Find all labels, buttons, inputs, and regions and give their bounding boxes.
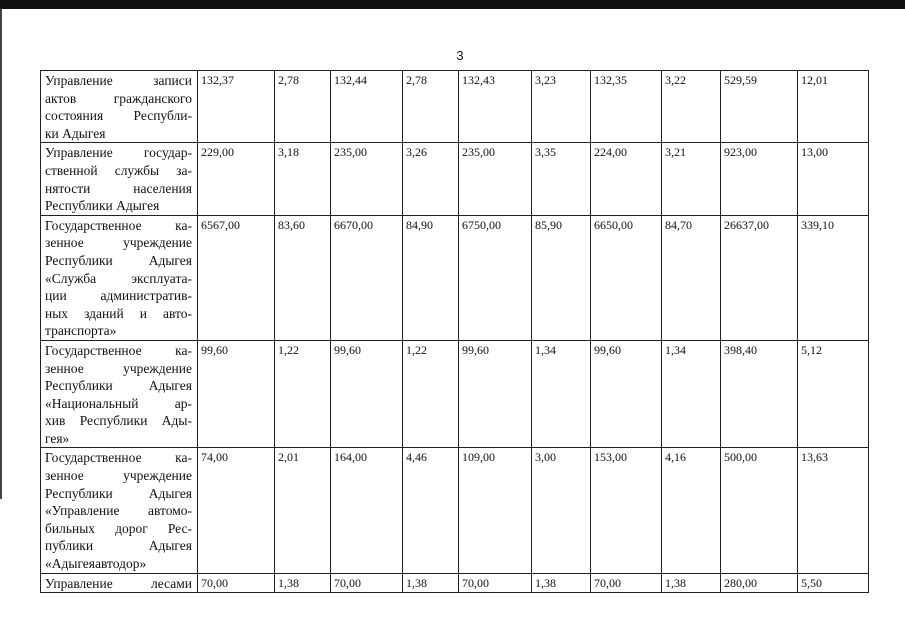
value-cell: 3,18 bbox=[275, 143, 331, 215]
scan-top-border bbox=[0, 0, 905, 9]
organization-name-line: «Управление автомо- bbox=[45, 503, 192, 519]
value-cell: 153,00 bbox=[591, 448, 662, 573]
organization-name-line: «Адыгеяавтодор» bbox=[45, 556, 147, 572]
value-cell: 4,16 bbox=[662, 448, 721, 573]
value-cell: 6670,00 bbox=[331, 215, 403, 340]
organization-name-line: ственной службы за- bbox=[45, 162, 192, 178]
organization-name-cell bbox=[41, 71, 198, 143]
organization-name-line: актов гражданского bbox=[45, 90, 192, 106]
organization-name-cell bbox=[41, 215, 198, 340]
value-cell: 13,63 bbox=[798, 448, 869, 573]
value-cell: 229,00 bbox=[198, 143, 275, 215]
value-cell: 132,35 bbox=[591, 71, 662, 143]
organization-name-line: хив Республики Ады- bbox=[45, 413, 192, 429]
value-cell: 99,60 bbox=[459, 340, 532, 448]
table-row bbox=[41, 448, 869, 573]
organization-name-line: нятости населения bbox=[45, 180, 192, 196]
value-cell: 99,60 bbox=[198, 340, 275, 448]
value-cell: 923,00 bbox=[721, 143, 798, 215]
organization-name-line: Управление записи bbox=[45, 73, 192, 88]
value-cell: 5,50 bbox=[798, 573, 869, 593]
organization-name-line: ных зданий и авто- bbox=[45, 305, 192, 321]
value-cell: 132,37 bbox=[198, 71, 275, 143]
value-cell: 3,22 bbox=[662, 71, 721, 143]
value-cell: 1,22 bbox=[275, 340, 331, 448]
value-cell: 70,00 bbox=[198, 573, 275, 593]
value-cell: 99,60 bbox=[331, 340, 403, 448]
value-cell: 99,60 bbox=[591, 340, 662, 448]
organization-name-line: Государственное ка- bbox=[45, 450, 192, 466]
value-cell: 1,38 bbox=[532, 573, 591, 593]
value-cell: 3,35 bbox=[532, 143, 591, 215]
organization-name-line: публики Адыгея bbox=[45, 538, 192, 554]
organization-name-line: Государственное ка- bbox=[45, 342, 192, 358]
value-cell: 74,00 bbox=[198, 448, 275, 573]
value-cell: 70,00 bbox=[331, 573, 403, 593]
value-cell: 398,40 bbox=[721, 340, 798, 448]
value-cell: 1,38 bbox=[403, 573, 459, 593]
organization-name-line: «Служба эксплуата- bbox=[45, 270, 192, 286]
organization-name-line: «Национальный ар- bbox=[45, 395, 192, 411]
organization-name-cell bbox=[41, 448, 198, 573]
budget-table bbox=[40, 70, 869, 593]
organization-name-line: Государственное ка- bbox=[45, 217, 192, 233]
table-row bbox=[41, 71, 869, 143]
organization-name-line: Управление лесами bbox=[45, 575, 192, 591]
value-cell: 70,00 bbox=[459, 573, 532, 593]
value-cell: 1,34 bbox=[662, 340, 721, 448]
organization-name-line: Республики Адыгея bbox=[45, 252, 192, 268]
organization-name-line: Управление государ- bbox=[45, 145, 192, 161]
organization-name-line: Республики Адыгея bbox=[45, 198, 160, 214]
value-cell: 132,44 bbox=[331, 71, 403, 143]
organization-name-line: зенное учреждение bbox=[45, 235, 192, 251]
value-cell: 280,00 bbox=[721, 573, 798, 593]
organization-name-line: гея» bbox=[45, 430, 70, 446]
value-cell: 4,46 bbox=[403, 448, 459, 573]
value-cell: 13,00 bbox=[798, 143, 869, 215]
value-cell: 109,00 bbox=[459, 448, 532, 573]
value-cell: 5,12 bbox=[798, 340, 869, 448]
organization-name-line: ки Адыгея bbox=[45, 125, 106, 141]
organization-name-line: зенное учреждение bbox=[45, 468, 192, 484]
value-cell: 83,60 bbox=[275, 215, 331, 340]
value-cell: 12,01 bbox=[798, 71, 869, 143]
value-cell: 2,78 bbox=[403, 71, 459, 143]
value-cell: 3,26 bbox=[403, 143, 459, 215]
organization-name-cell bbox=[41, 143, 198, 215]
value-cell: 2,78 bbox=[275, 71, 331, 143]
value-cell: 339,10 bbox=[798, 215, 869, 340]
value-cell: 164,00 bbox=[331, 448, 403, 573]
value-cell: 1,34 bbox=[532, 340, 591, 448]
value-cell: 3,00 bbox=[532, 448, 591, 573]
value-cell: 70,00 bbox=[591, 573, 662, 593]
value-cell: 84,70 bbox=[662, 215, 721, 340]
value-cell: 224,00 bbox=[591, 143, 662, 215]
organization-name-line: зенное учреждение bbox=[45, 360, 192, 376]
value-cell: 3,21 bbox=[662, 143, 721, 215]
organization-name-cell bbox=[41, 573, 198, 593]
organization-name-line: Республики Адыгея bbox=[45, 485, 192, 501]
value-cell: 3,23 bbox=[532, 71, 591, 143]
organization-name-line: ции административ- bbox=[45, 288, 192, 304]
organization-name-line: бильных дорог Рес- bbox=[45, 520, 192, 536]
value-cell: 84,90 bbox=[403, 215, 459, 340]
organization-name-line: транспорта» bbox=[45, 323, 117, 339]
value-cell: 132,43 bbox=[459, 71, 532, 143]
organization-name-cell bbox=[41, 340, 198, 448]
value-cell: 235,00 bbox=[459, 143, 532, 215]
organization-name-line: Республики Адыгея bbox=[45, 378, 192, 394]
scan-left-edge bbox=[0, 9, 2, 499]
value-cell: 1,38 bbox=[275, 573, 331, 593]
value-cell: 6750,00 bbox=[459, 215, 532, 340]
value-cell: 1,38 bbox=[662, 573, 721, 593]
table-row bbox=[41, 340, 869, 448]
value-cell: 6650,00 bbox=[591, 215, 662, 340]
value-cell: 85,90 bbox=[532, 215, 591, 340]
value-cell: 6567,00 bbox=[198, 215, 275, 340]
value-cell: 1,22 bbox=[403, 340, 459, 448]
value-cell: 500,00 bbox=[721, 448, 798, 573]
table-row bbox=[41, 215, 869, 340]
value-cell: 2,01 bbox=[275, 448, 331, 573]
value-cell: 235,00 bbox=[331, 143, 403, 215]
table-row bbox=[41, 573, 869, 593]
page-number: 3 bbox=[456, 48, 464, 63]
table-row bbox=[41, 143, 869, 215]
organization-name-line: состояния Республи- bbox=[45, 108, 192, 124]
value-cell: 26637,00 bbox=[721, 215, 798, 340]
value-cell: 529,59 bbox=[721, 71, 798, 143]
